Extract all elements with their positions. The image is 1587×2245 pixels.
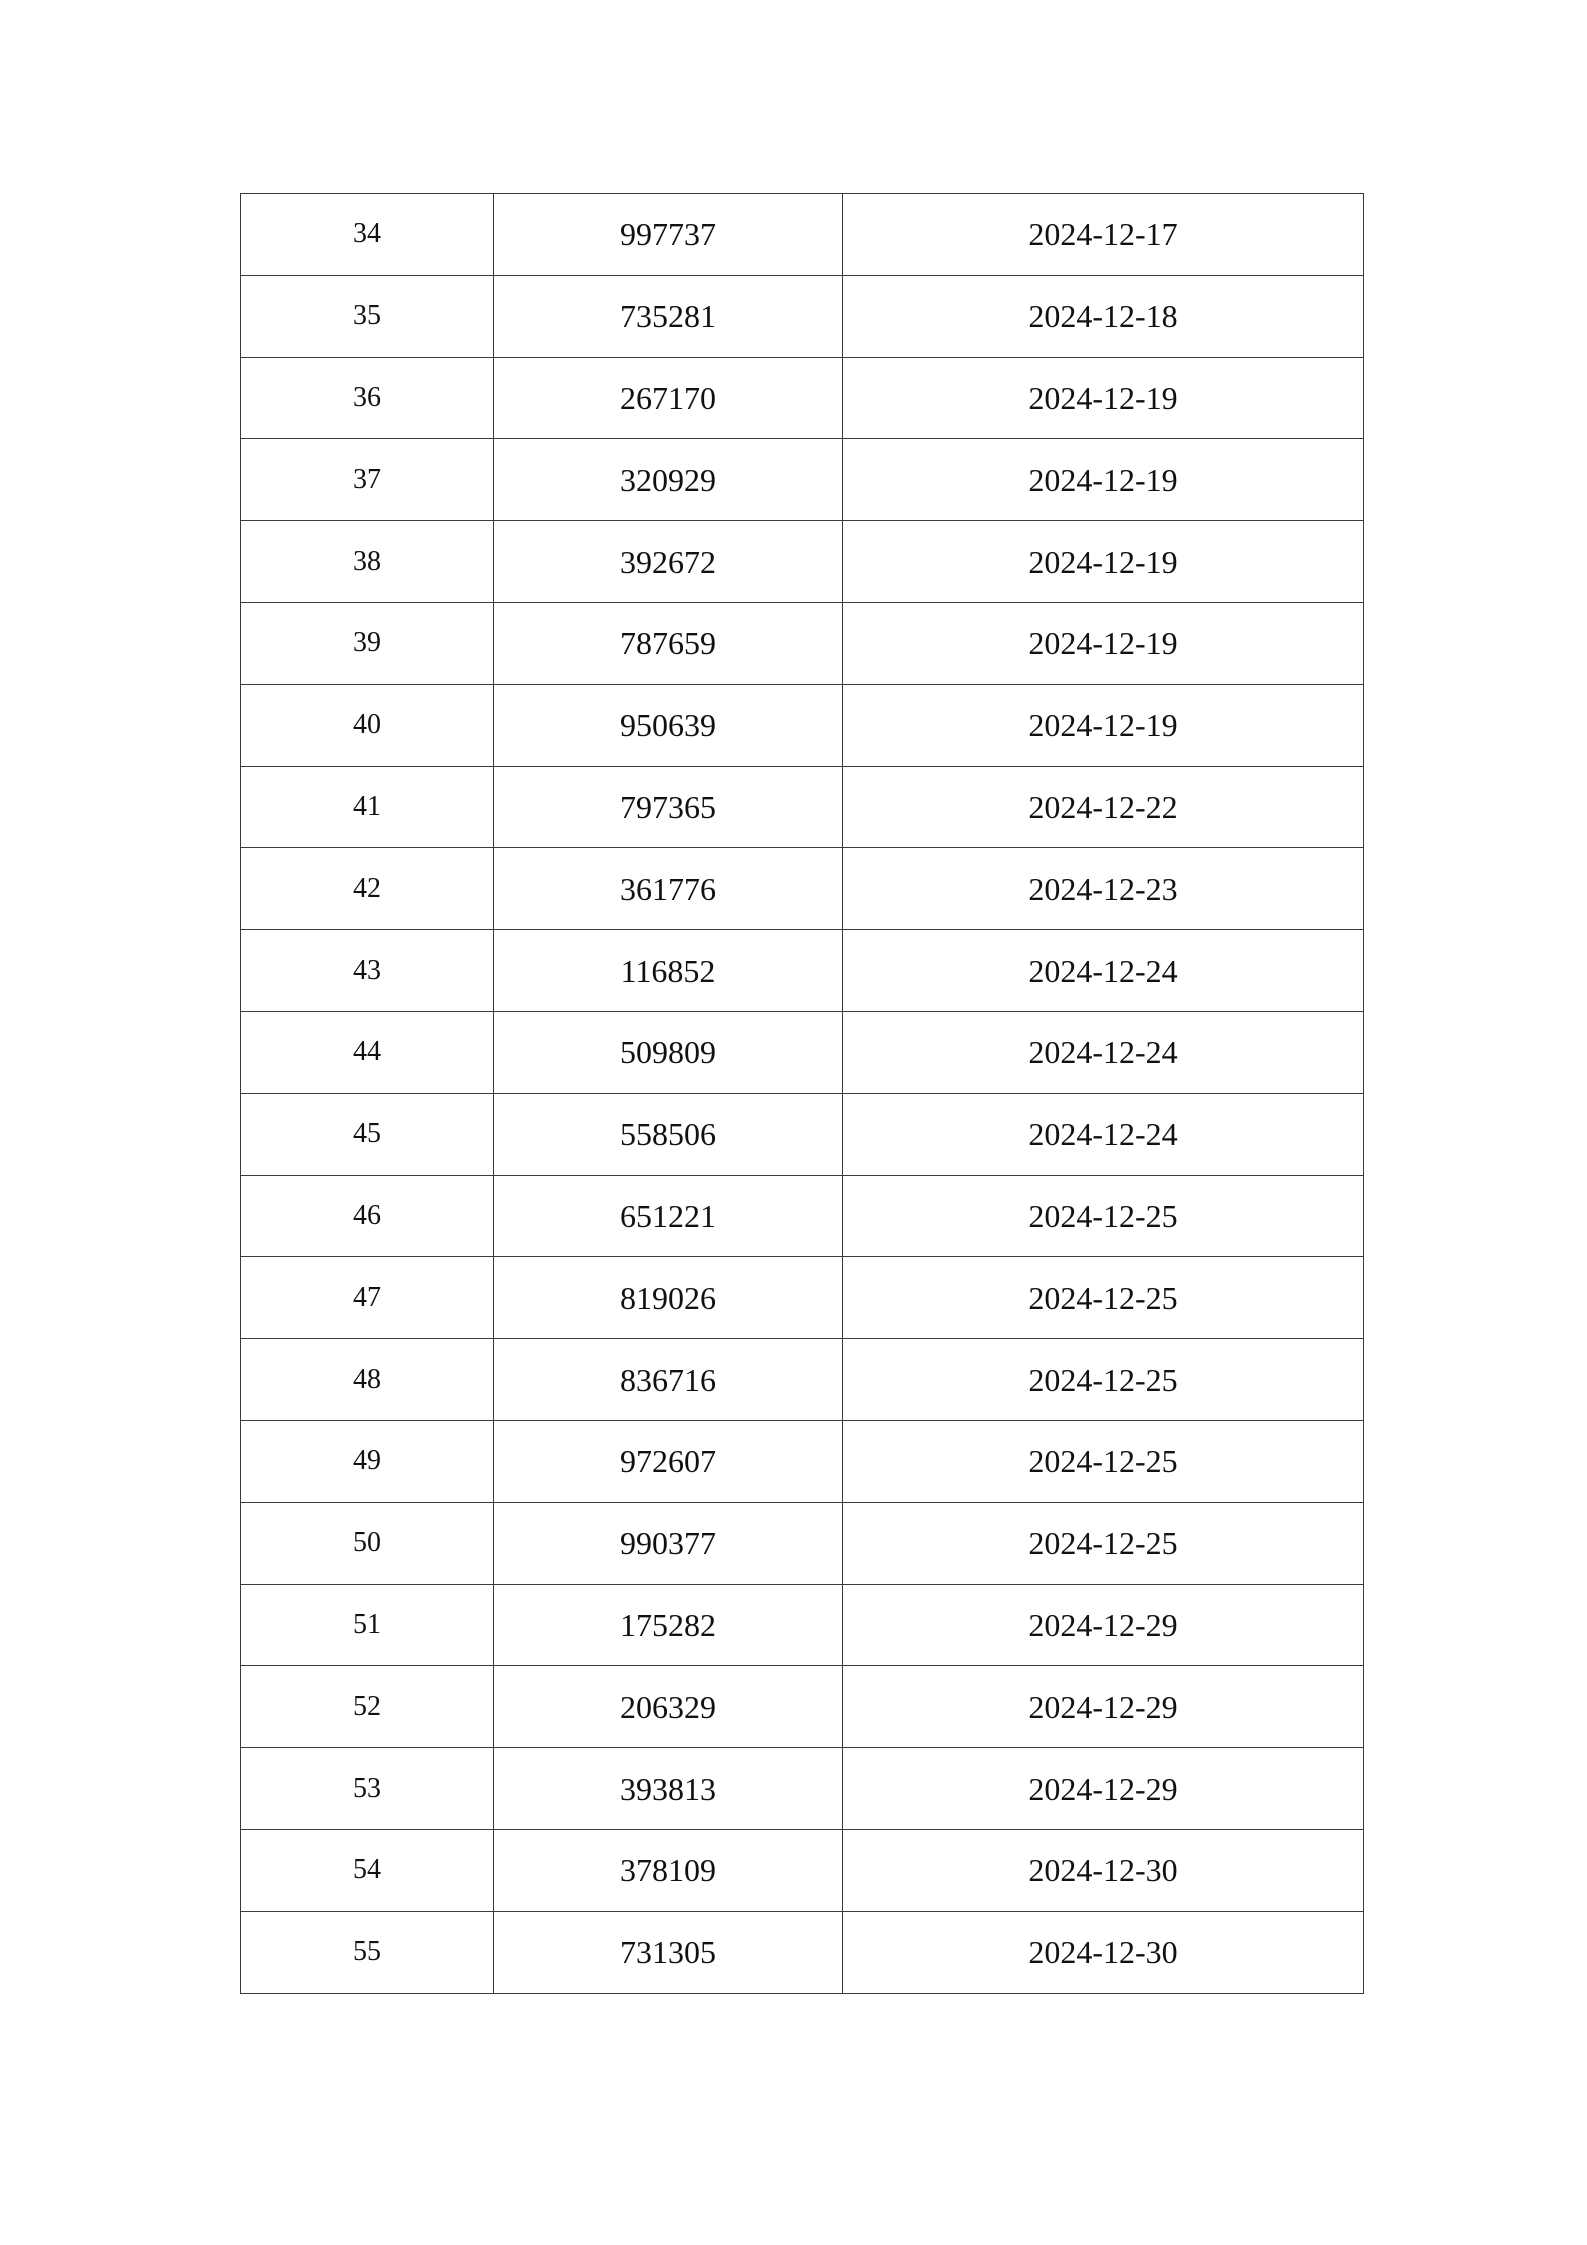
table-row bbox=[241, 848, 1364, 930]
table-row bbox=[241, 194, 1364, 276]
date-cell: 2024-12-25 bbox=[843, 1420, 1364, 1502]
row-index-cell: 44 bbox=[241, 1011, 494, 1093]
code-cell: 206329 bbox=[494, 1666, 843, 1748]
row-index-cell: 53 bbox=[241, 1748, 494, 1830]
table-row bbox=[241, 930, 1364, 1012]
date-cell: 2024-12-17 bbox=[843, 194, 1364, 276]
date-cell: 2024-12-19 bbox=[843, 439, 1364, 521]
row-index-cell: 39 bbox=[241, 602, 494, 684]
code-cell: 731305 bbox=[494, 1911, 843, 1993]
code-cell: 320929 bbox=[494, 439, 843, 521]
row-index-cell: 55 bbox=[241, 1911, 494, 1993]
row-index-cell: 35 bbox=[241, 275, 494, 357]
code-cell: 509809 bbox=[494, 1011, 843, 1093]
table-row bbox=[241, 1584, 1364, 1666]
table-row bbox=[241, 357, 1364, 439]
code-cell: 972607 bbox=[494, 1420, 843, 1502]
date-cell: 2024-12-25 bbox=[843, 1257, 1364, 1339]
table-row bbox=[241, 1666, 1364, 1748]
code-cell: 836716 bbox=[494, 1339, 843, 1421]
code-cell: 175282 bbox=[494, 1584, 843, 1666]
table-row bbox=[241, 1502, 1364, 1584]
row-index-cell: 49 bbox=[241, 1420, 494, 1502]
table-body bbox=[241, 194, 1364, 1994]
code-cell: 392672 bbox=[494, 521, 843, 603]
code-cell: 651221 bbox=[494, 1175, 843, 1257]
row-index-cell: 43 bbox=[241, 930, 494, 1012]
date-cell: 2024-12-29 bbox=[843, 1748, 1364, 1830]
date-cell: 2024-12-24 bbox=[843, 1093, 1364, 1175]
table-row bbox=[241, 275, 1364, 357]
code-cell: 787659 bbox=[494, 602, 843, 684]
date-cell: 2024-12-29 bbox=[843, 1666, 1364, 1748]
date-cell: 2024-12-19 bbox=[843, 684, 1364, 766]
code-cell: 990377 bbox=[494, 1502, 843, 1584]
date-cell: 2024-12-30 bbox=[843, 1829, 1364, 1911]
date-cell: 2024-12-29 bbox=[843, 1584, 1364, 1666]
table-row bbox=[241, 1093, 1364, 1175]
date-cell: 2024-12-25 bbox=[843, 1175, 1364, 1257]
date-cell: 2024-12-30 bbox=[843, 1911, 1364, 1993]
code-cell: 735281 bbox=[494, 275, 843, 357]
table-row bbox=[241, 439, 1364, 521]
date-cell: 2024-12-25 bbox=[843, 1502, 1364, 1584]
code-cell: 558506 bbox=[494, 1093, 843, 1175]
date-cell: 2024-12-19 bbox=[843, 602, 1364, 684]
row-index-cell: 48 bbox=[241, 1339, 494, 1421]
table-row bbox=[241, 1175, 1364, 1257]
date-cell: 2024-12-18 bbox=[843, 275, 1364, 357]
row-index-cell: 50 bbox=[241, 1502, 494, 1584]
table-row bbox=[241, 1339, 1364, 1421]
code-cell: 797365 bbox=[494, 766, 843, 848]
row-index-cell: 34 bbox=[241, 194, 494, 276]
date-cell: 2024-12-19 bbox=[843, 357, 1364, 439]
date-cell: 2024-12-22 bbox=[843, 766, 1364, 848]
row-index-cell: 52 bbox=[241, 1666, 494, 1748]
row-index-cell: 38 bbox=[241, 521, 494, 603]
code-cell: 393813 bbox=[494, 1748, 843, 1830]
code-cell: 997737 bbox=[494, 194, 843, 276]
table-row bbox=[241, 602, 1364, 684]
row-index-cell: 40 bbox=[241, 684, 494, 766]
date-cell: 2024-12-23 bbox=[843, 848, 1364, 930]
code-cell: 950639 bbox=[494, 684, 843, 766]
code-cell: 116852 bbox=[494, 930, 843, 1012]
date-cell: 2024-12-24 bbox=[843, 1011, 1364, 1093]
row-index-cell: 46 bbox=[241, 1175, 494, 1257]
table-row bbox=[241, 1829, 1364, 1911]
table-row bbox=[241, 1257, 1364, 1339]
table-row bbox=[241, 1748, 1364, 1830]
row-index-cell: 47 bbox=[241, 1257, 494, 1339]
date-cell: 2024-12-24 bbox=[843, 930, 1364, 1012]
code-cell: 819026 bbox=[494, 1257, 843, 1339]
row-index-cell: 36 bbox=[241, 357, 494, 439]
row-index-cell: 51 bbox=[241, 1584, 494, 1666]
row-index-cell: 54 bbox=[241, 1829, 494, 1911]
row-index-cell: 41 bbox=[241, 766, 494, 848]
table-row bbox=[241, 1911, 1364, 1993]
row-index-cell: 37 bbox=[241, 439, 494, 521]
table-row bbox=[241, 1011, 1364, 1093]
table-row bbox=[241, 521, 1364, 603]
date-cell: 2024-12-19 bbox=[843, 521, 1364, 603]
code-cell: 378109 bbox=[494, 1829, 843, 1911]
code-cell: 267170 bbox=[494, 357, 843, 439]
row-index-cell: 42 bbox=[241, 848, 494, 930]
table-row bbox=[241, 766, 1364, 848]
table-row bbox=[241, 1420, 1364, 1502]
code-cell: 361776 bbox=[494, 848, 843, 930]
date-cell: 2024-12-25 bbox=[843, 1339, 1364, 1421]
data-table bbox=[240, 193, 1364, 1994]
row-index-cell: 45 bbox=[241, 1093, 494, 1175]
table-row bbox=[241, 684, 1364, 766]
